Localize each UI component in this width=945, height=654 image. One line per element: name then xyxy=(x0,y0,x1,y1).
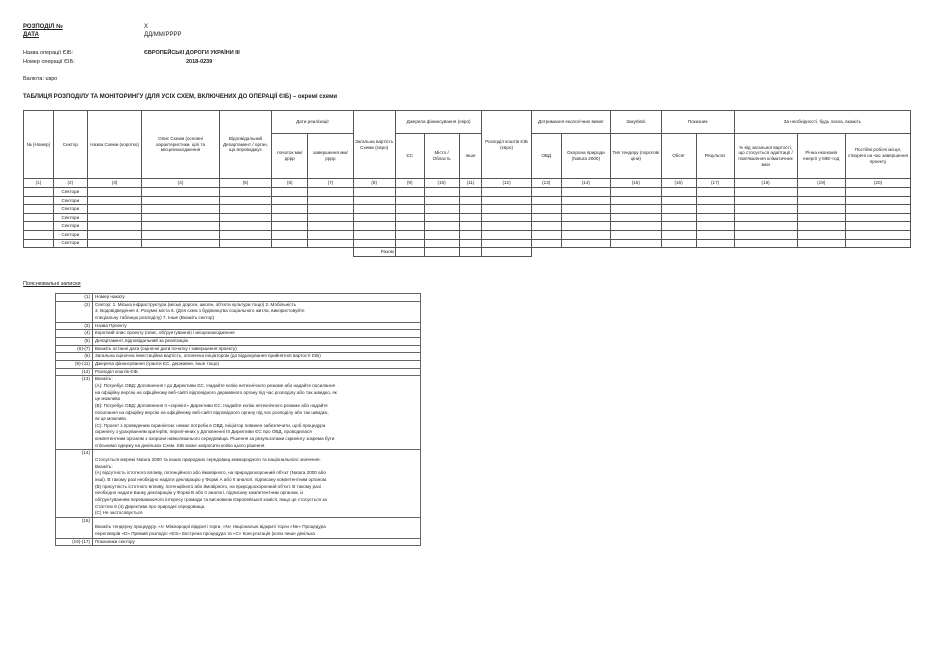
col-number: № (Номер) xyxy=(24,111,54,179)
table-cell[interactable] xyxy=(353,205,395,214)
table-cell[interactable] xyxy=(661,188,696,197)
table-cell[interactable] xyxy=(353,230,395,239)
table-cell[interactable] xyxy=(87,196,142,205)
note-line: Назва Проекту xyxy=(95,322,127,328)
table-cell[interactable] xyxy=(734,239,797,248)
col-tender-type: Тип тендеру (порогові ціни) xyxy=(611,134,661,179)
table-cell[interactable] xyxy=(142,239,219,248)
column-number: (3) xyxy=(87,179,142,188)
note-key: (2) xyxy=(56,301,93,322)
table-cell[interactable] xyxy=(395,222,424,231)
col-scheme-description: Опис Схеми (основні характеристики, цілі та місцезнаходження xyxy=(142,111,219,179)
note-line: Номер накazу xyxy=(95,294,125,299)
table-cell[interactable] xyxy=(561,213,610,222)
note-line: скринінгу з урахуванням критеріїв, перелічених у Доповненні ІІІ Директиви ЄС про ОВД, проводилася xyxy=(95,429,312,435)
col-group-environment: Дотримання екологічних вимог xyxy=(531,111,610,134)
column-number: (5) xyxy=(219,179,272,188)
note-line: Вкажіть останні дати (оціночні дати початку і завершення проекту) xyxy=(95,345,237,351)
table-cell[interactable] xyxy=(797,239,845,248)
table-cell[interactable] xyxy=(272,196,308,205)
notes-table xyxy=(55,293,421,546)
currency-label: Валюта: євро xyxy=(23,76,58,82)
note-line: необхідно надати Банку декларацію у Формі В або її аналогі, підписану компетентним органом, із xyxy=(95,490,304,496)
note-row xyxy=(56,450,421,517)
note-line: Стосується мережі Natura 2000 та інших природних середовищ міжнародного та національного значення. xyxy=(95,456,321,462)
column-number: (10) xyxy=(424,179,459,188)
table-cell[interactable] xyxy=(734,196,797,205)
sector-cell[interactable]: Сектори xyxy=(53,205,87,214)
table-cell[interactable] xyxy=(424,205,459,214)
table-cell[interactable] xyxy=(531,239,561,248)
table-cell[interactable] xyxy=(611,196,661,205)
table-cell[interactable] xyxy=(696,213,734,222)
table-cell[interactable] xyxy=(87,188,142,197)
table-cell[interactable] xyxy=(308,213,353,222)
table-cell[interactable] xyxy=(661,205,696,214)
table-cell[interactable] xyxy=(696,196,734,205)
col-sector: Сектор xyxy=(53,111,87,179)
table-cell[interactable] xyxy=(482,230,531,239)
note-text xyxy=(93,337,421,345)
table-cell[interactable] xyxy=(424,230,459,239)
table-cell[interactable] xyxy=(142,205,219,214)
table-cell[interactable] xyxy=(696,239,734,248)
note-line: обґрунтуванням переважаючого інтересу громади та висновком Європейської комісії, якщо це стосується за xyxy=(95,496,327,502)
table-cell[interactable] xyxy=(308,239,353,248)
note-key: (15) xyxy=(56,517,93,538)
table-cell[interactable] xyxy=(611,188,661,197)
table-cell[interactable] xyxy=(272,222,308,231)
table-cell[interactable] xyxy=(142,213,219,222)
table-cell[interactable] xyxy=(797,222,845,231)
table-cell[interactable] xyxy=(611,239,661,248)
table-cell[interactable] xyxy=(696,188,734,197)
table-cell[interactable] xyxy=(308,205,353,214)
note-line: переговорів «D» Прямий розподіл «Em» Екстрена процедура та «С» Консультація (коли лише декілька xyxy=(95,531,315,536)
note-key: (1) xyxy=(56,294,93,302)
note-key: (5) xyxy=(56,337,93,345)
table-cell[interactable] xyxy=(845,188,910,197)
table-cell[interactable] xyxy=(845,222,910,231)
table-cell[interactable] xyxy=(696,230,734,239)
table-cell[interactable] xyxy=(696,222,734,231)
note-row xyxy=(56,538,421,546)
table-cell[interactable] xyxy=(797,188,845,197)
column-number: (2) xyxy=(53,179,87,188)
column-number: (16) xyxy=(661,179,696,188)
note-text xyxy=(93,376,421,450)
table-cell[interactable] xyxy=(661,222,696,231)
note-text xyxy=(93,368,421,376)
allocation-number-label: РОЗПОДІЛ № xyxy=(23,24,63,30)
col-group-indicator: Показник xyxy=(661,111,734,134)
note-key: (9)-(11) xyxy=(56,360,93,368)
note-line: Сектор: 1. Міська інфраструктура (міські дороги, школи, об'єкти культури тощо) 2. Мобільність xyxy=(95,301,297,307)
note-line: (А): Потребує ОВД: Доповнення І до Директиви ЄС. Надайте копію нетехнічного резюме або надайте посилання xyxy=(95,382,335,388)
table-cell[interactable] xyxy=(87,213,142,222)
table-cell[interactable] xyxy=(561,196,610,205)
column-number: (9) xyxy=(395,179,424,188)
table-cell[interactable] xyxy=(424,196,459,205)
table-cell[interactable] xyxy=(531,188,561,197)
allocation-table xyxy=(23,110,911,257)
table-row xyxy=(24,213,911,222)
col-jobs-created: Постійні робочі місця, створені на час завершення проекту xyxy=(845,134,910,179)
table-cell[interactable] xyxy=(395,188,424,197)
note-key: (12) xyxy=(56,368,93,376)
table-cell[interactable] xyxy=(459,205,482,214)
table-cell[interactable] xyxy=(531,205,561,214)
table-cell[interactable] xyxy=(734,230,797,239)
note-line: спільнимо одержу на декількох Схем. ЄІБ може запросити копію цього рішення. xyxy=(95,442,266,448)
table-cell[interactable] xyxy=(734,205,797,214)
note-key: (14) xyxy=(56,450,93,517)
operation-name-value: ЄВРОПЕЙСЬКІ ДОРОГИ УКРАЇНИ ІІІ xyxy=(144,50,240,56)
col-total-cost: Загальна вартість Схеми (євро) xyxy=(353,111,395,179)
table-cell[interactable] xyxy=(561,205,610,214)
table-cell[interactable] xyxy=(845,230,910,239)
sector-cell[interactable]: Сектори xyxy=(53,230,87,239)
table-cell[interactable] xyxy=(531,222,561,231)
table-cell[interactable] xyxy=(459,230,482,239)
table-cell[interactable] xyxy=(219,230,272,239)
table-cell[interactable] xyxy=(424,213,459,222)
table-row xyxy=(24,239,911,248)
note-line: (С): Проект з проведеним скринінгом: немає потреби в ОВД. Ініціатор повинен забезпечити, щоб процедура xyxy=(95,422,326,428)
col-eib-allocation: Розподіл коштів ЄІБ (євро) xyxy=(482,111,531,179)
table-row xyxy=(24,196,911,205)
table-cell[interactable] xyxy=(395,248,424,257)
table-cell[interactable] xyxy=(272,213,308,222)
note-line: Вкажіть: xyxy=(95,376,113,382)
note-line: 3. Водовідведення 4. Розумні міста 6. (Для схем з будівництва соціального житла, використовуйте xyxy=(95,308,305,314)
table-cell[interactable] xyxy=(87,222,142,231)
table-cell[interactable] xyxy=(797,205,845,214)
table-cell[interactable] xyxy=(482,205,531,214)
table-cell[interactable] xyxy=(561,188,610,197)
col-group-dates: Дати реалізації xyxy=(272,111,353,134)
table-cell[interactable] xyxy=(24,239,54,248)
date-value: ДД/ММ/РРРР xyxy=(144,32,182,38)
table-cell[interactable] xyxy=(395,239,424,248)
table-cell[interactable] xyxy=(24,213,54,222)
column-number: (1) xyxy=(24,179,54,188)
table-cell[interactable] xyxy=(142,222,219,231)
note-row xyxy=(56,376,421,450)
table-cell[interactable] xyxy=(219,239,272,248)
date-label: ДАТА xyxy=(23,32,39,38)
table-row xyxy=(24,230,911,239)
note-text xyxy=(93,294,421,302)
table-cell[interactable] xyxy=(459,248,482,257)
table-cell[interactable] xyxy=(353,213,395,222)
sector-cell[interactable]: Сектори xyxy=(53,213,87,222)
table-cell[interactable] xyxy=(272,230,308,239)
note-line: Департамент, відповідальний за реалізацію xyxy=(95,337,189,343)
table-cell[interactable] xyxy=(459,196,482,205)
note-line: Загальна оціночна інвестиційна вартість, оплачена Ініціатором (до відрахування прийнятної вартості ЄІБ) xyxy=(95,353,321,359)
note-row xyxy=(56,337,421,345)
table-cell[interactable] xyxy=(395,205,424,214)
table-cell[interactable] xyxy=(845,239,910,248)
note-line: як це можливо xyxy=(95,416,127,422)
sector-cell[interactable]: Сектори xyxy=(53,196,87,205)
table-cell[interactable] xyxy=(734,213,797,222)
table-cell[interactable] xyxy=(395,213,424,222)
col-other: Інше xyxy=(459,134,482,179)
total-label: Разом xyxy=(353,248,395,257)
table-cell[interactable] xyxy=(482,239,531,248)
table-cell[interactable] xyxy=(219,188,272,197)
table-cell[interactable] xyxy=(531,230,561,239)
table-cell[interactable] xyxy=(561,222,610,231)
col-climate-share: % від загальної вартості, що стосується адаптації / пом'якшення кліматичних змін xyxy=(734,134,797,179)
note-row xyxy=(56,294,421,302)
table-cell[interactable] xyxy=(142,230,219,239)
table-cell[interactable] xyxy=(272,188,308,197)
note-line: інші). В такому разі необхідно надати декларацію у Формі А або її аналогі, підписану компетентним органом. xyxy=(95,476,328,482)
table-cell[interactable] xyxy=(219,222,272,231)
table-cell[interactable] xyxy=(734,222,797,231)
table-cell[interactable] xyxy=(845,213,910,222)
note-key: (6)-(7) xyxy=(56,345,93,353)
table-row xyxy=(24,205,911,214)
note-row xyxy=(56,360,421,368)
table-cell[interactable] xyxy=(797,213,845,222)
table-cell[interactable] xyxy=(845,205,910,214)
note-line: Короткий опис проекту (опис, обґрунтування) і місцезнаходження xyxy=(95,330,235,336)
table-cell[interactable] xyxy=(142,196,219,205)
note-text xyxy=(93,517,421,538)
note-row xyxy=(56,345,421,353)
note-text xyxy=(93,301,421,322)
table-cell[interactable] xyxy=(459,222,482,231)
table-cell[interactable] xyxy=(272,239,308,248)
table-cell[interactable] xyxy=(353,196,395,205)
table-cell[interactable] xyxy=(353,222,395,231)
table-cell[interactable] xyxy=(87,205,142,214)
note-text xyxy=(93,322,421,330)
table-cell[interactable] xyxy=(661,196,696,205)
table-cell[interactable] xyxy=(24,222,54,231)
table-cell[interactable] xyxy=(308,188,353,197)
note-line: Вкажіть тендерну процедуру. «І» Міжнародні відкриті торги, «N» Національні відкриті торги «Ne» Процедура xyxy=(95,524,326,530)
col-end-date: завершення мм/рррр xyxy=(308,134,353,179)
table-cell[interactable] xyxy=(24,188,54,197)
col-result: Результат xyxy=(696,134,734,179)
note-row xyxy=(56,517,421,538)
column-number: (12) xyxy=(482,179,531,188)
table-cell[interactable] xyxy=(24,230,54,239)
note-line: посилання на офіційну версію на офіційному веб-сайті відповідного органу під час розподілу або так швидко, xyxy=(95,409,329,415)
table-cell[interactable] xyxy=(734,188,797,197)
table-cell[interactable] xyxy=(219,196,272,205)
note-row xyxy=(56,330,421,338)
note-line: Вкажіть: xyxy=(95,463,113,469)
col-natura: Охорона природи (Natura 2000) xyxy=(561,134,610,179)
col-group-extra: За необхідності, будь ласка, вкажіть xyxy=(734,111,910,134)
table-cell[interactable] xyxy=(531,196,561,205)
column-number: (13) xyxy=(531,179,561,188)
note-key: (3) xyxy=(56,322,93,330)
note-line: Статтею 6 (4) Директиви про природні середовища. xyxy=(95,503,206,509)
operation-name-label: Назва операції ЄІБ: xyxy=(23,50,74,56)
table-cell[interactable] xyxy=(142,188,219,197)
table-cell[interactable] xyxy=(219,205,272,214)
total-spacer xyxy=(24,248,354,257)
table-cell[interactable] xyxy=(611,213,661,222)
table-row xyxy=(24,188,911,197)
table-cell[interactable] xyxy=(845,196,910,205)
table-cell[interactable] xyxy=(219,213,272,222)
note-line: (В) присутність істотного впливу, потенційного або ймовірного, на природоохоронний об'єкт. В такому разі xyxy=(95,483,321,489)
table-cell[interactable] xyxy=(459,213,482,222)
column-number: (20) xyxy=(845,179,910,188)
table-cell[interactable] xyxy=(395,196,424,205)
table-cell[interactable] xyxy=(531,213,561,222)
note-row xyxy=(56,368,421,376)
note-key: (8) xyxy=(56,353,93,361)
table-cell[interactable] xyxy=(696,205,734,214)
operation-number-value: 2018-0239 xyxy=(186,59,213,65)
table-cell[interactable] xyxy=(424,222,459,231)
column-number: (15) xyxy=(611,179,661,188)
table-cell[interactable] xyxy=(353,239,395,248)
column-number: (19) xyxy=(797,179,845,188)
table-cell[interactable] xyxy=(308,230,353,239)
column-number: (14) xyxy=(561,179,610,188)
table-cell[interactable] xyxy=(24,205,54,214)
note-line: компетентним органом з охорони навколишнього середовища. Рішення за результатами скринінгу зокрема бути xyxy=(95,436,335,442)
note-row xyxy=(56,301,421,322)
notes-title: Пояснювальні записки xyxy=(23,281,81,287)
table-cell[interactable] xyxy=(611,222,661,231)
table-cell[interactable] xyxy=(611,230,661,239)
allocation-number-value: Х xyxy=(144,24,149,30)
col-start-date: початок мм/рррр xyxy=(272,134,308,179)
note-line: (А) відсутність істотного впливу, потенційного або ймовірного, на природоохоронний об'єкт (Natura 2000 або xyxy=(95,470,326,476)
table-cell[interactable] xyxy=(611,205,661,214)
note-text xyxy=(93,450,421,517)
table-cell[interactable] xyxy=(561,230,610,239)
col-eia: ОВД xyxy=(531,134,561,179)
table-cell[interactable] xyxy=(797,196,845,205)
column-number: (8) xyxy=(353,179,395,188)
column-number: (17) xyxy=(696,179,734,188)
col-group-procurement: Закупівлі xyxy=(611,111,661,134)
table-cell[interactable] xyxy=(424,188,459,197)
note-row xyxy=(56,353,421,361)
note-line: на офіційну версію на офіційному веб-сайті відповідного державного органу під час розподілу або так швидко, як xyxy=(95,389,337,395)
note-text xyxy=(93,360,421,368)
table-cell[interactable] xyxy=(482,196,531,205)
table-row xyxy=(24,222,911,231)
sector-cell[interactable]: Сектори xyxy=(53,239,87,248)
table-cell[interactable] xyxy=(482,248,531,257)
table-cell[interactable] xyxy=(87,230,142,239)
table-cell[interactable] xyxy=(353,188,395,197)
note-line: Показники сектору xyxy=(95,538,135,544)
note-line: Джерела фінансування (гранти ЄС, державне, інше тощо) xyxy=(95,360,219,366)
note-text xyxy=(93,330,421,338)
table-cell[interactable] xyxy=(459,188,482,197)
table-title: ТАБЛИЦЯ РОЗПОДІЛУ ТА МОНІТОРИНГУ (ДЛЯ УСІХ СХЕМ, ВКЛЮЧЕНИХ ДО ОПЕРАЦІЇ ЄІБ) – окремі схеми xyxy=(23,94,338,100)
table-cell[interactable] xyxy=(424,239,459,248)
table-cell[interactable] xyxy=(661,230,696,239)
col-eu: ЄС xyxy=(395,134,424,179)
column-number: (11) xyxy=(459,179,482,188)
note-line: Розподіл коштів ЄІБ xyxy=(95,368,138,374)
note-key: (16)-(17) xyxy=(56,538,93,546)
column-number: (18) xyxy=(734,179,797,188)
table-cell[interactable] xyxy=(661,213,696,222)
note-line: спеціальну таблицю розподілу) 7. Інше (Вкажіть сектор) xyxy=(95,314,215,320)
table-cell[interactable] xyxy=(459,239,482,248)
note-text xyxy=(93,353,421,361)
table-cell[interactable] xyxy=(482,188,531,197)
table-cell[interactable] xyxy=(87,239,142,248)
col-energy-savings: Річна економія енергії у МВт-год xyxy=(797,134,845,179)
column-number: (7) xyxy=(308,179,353,188)
operation-number-label: Номер операції ЄІБ: xyxy=(23,59,75,65)
note-key: (13) xyxy=(56,376,93,450)
note-line: це можливо xyxy=(95,396,121,402)
note-text xyxy=(93,345,421,353)
col-responsible-dept: Відповідальний Департамент / орган, що впроваджує xyxy=(219,111,272,179)
table-cell[interactable] xyxy=(561,239,610,248)
note-text xyxy=(93,538,421,546)
sector-cell[interactable]: Сектори xyxy=(53,188,87,197)
table-cell[interactable] xyxy=(661,239,696,248)
col-scheme-name: Назва Схеми (коротко) xyxy=(87,111,142,179)
table-cell[interactable] xyxy=(424,248,459,257)
table-cell[interactable] xyxy=(797,230,845,239)
column-number: (6) xyxy=(272,179,308,188)
note-line: (С) Не застосовується xyxy=(95,510,143,516)
note-row xyxy=(56,322,421,330)
column-number: (4) xyxy=(142,179,219,188)
table-cell[interactable] xyxy=(272,205,308,214)
note-key: (4) xyxy=(56,330,93,338)
col-group-sources: Джерела фінансування (євро) xyxy=(395,111,482,134)
table-cell[interactable] xyxy=(482,222,531,231)
note-line: (В): Потребує ОВД: Доповнення ІІ «скрінінг» Директиви ЄС. Надайте копію нетехнічного резюме або надайте xyxy=(95,402,328,408)
sector-cell[interactable]: Сектори xyxy=(53,222,87,231)
table-cell[interactable] xyxy=(395,230,424,239)
table-cell[interactable] xyxy=(308,222,353,231)
table-cell[interactable] xyxy=(308,196,353,205)
col-city-region: Місто / Область xyxy=(424,134,459,179)
table-cell[interactable] xyxy=(482,213,531,222)
col-volume: Обсяг xyxy=(661,134,696,179)
table-cell[interactable] xyxy=(24,196,54,205)
